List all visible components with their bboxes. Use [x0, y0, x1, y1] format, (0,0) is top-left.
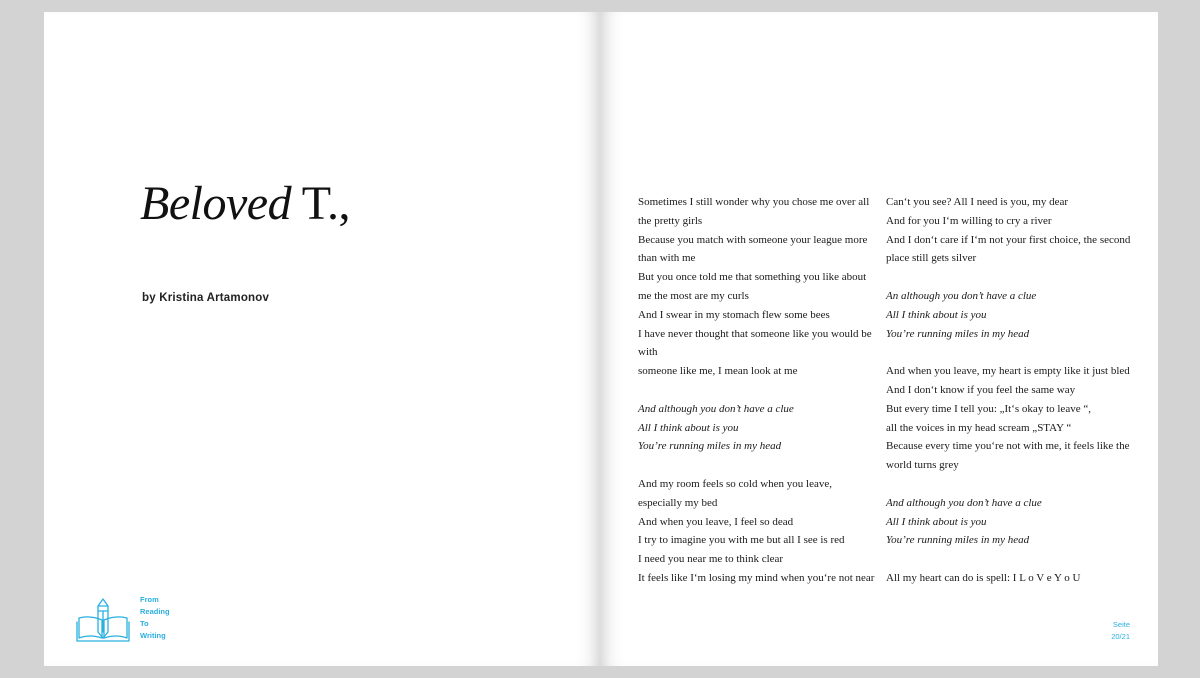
poem-line: Because every time you‘re not with me, it feels like the world turns grey	[886, 440, 1130, 472]
poem-line: But every time I tell you: „It‘s okay to leave “,	[886, 402, 1091, 415]
poem-line: I have never thought that someone like you would be with	[638, 327, 872, 359]
poem-line: And for you I‘m willing to cry a river	[886, 214, 1052, 227]
page-label: Seite	[1112, 620, 1130, 629]
author-byline: by Kristina Artamonov	[142, 292, 270, 304]
poem-line: I need you near me to think clear	[638, 553, 784, 566]
poem-line: all the voices in my head scream „STAY “	[886, 421, 1072, 434]
poem-title-italic: Beloved	[140, 177, 292, 230]
poem-line: But you once told me that something you like about me the most are my curls	[638, 271, 867, 302]
refrain-line: And although you don’t have a clue	[886, 496, 1042, 509]
poem-line: And when you leave, my heart is empty like it just bled	[886, 365, 1130, 378]
poem-line: Can‘t you see? All I need is you, my dear	[886, 196, 1069, 208]
left-page	[44, 12, 600, 666]
page-number-block	[1111, 619, 1130, 643]
refrain-line: All I think about is you	[638, 421, 739, 434]
poem-column-right	[886, 193, 1138, 588]
logo-line: From	[140, 595, 159, 604]
refrain-line: You’re running miles in my head	[886, 327, 1030, 340]
poem-line: And I swear in my stomach flew some bees	[638, 308, 830, 321]
poem-column-left	[638, 193, 878, 588]
poem-line: All my heart can do is spell: I L o V e Y o U	[886, 571, 1081, 584]
stanza-break	[886, 343, 1138, 362]
stanza-break	[886, 268, 1138, 287]
stanza-break	[886, 550, 1138, 569]
right-page	[600, 12, 1158, 666]
logo-line: Reading	[140, 607, 170, 616]
stanza-break	[886, 475, 1138, 494]
refrain-line: An although you don’t have a clue	[886, 289, 1037, 302]
poem-title-rest: T.,	[291, 177, 350, 230]
poem-line: And I don‘t care if I‘m not your first choice, the second place still gets silver	[886, 233, 1131, 265]
poem-title	[140, 176, 350, 231]
poem-line: Because you match with someone your league more than with me	[638, 233, 868, 265]
refrain-line: You’re running miles in my head	[886, 534, 1030, 547]
poem-line: And I don‘t know if you feel the same way	[886, 383, 1076, 396]
book-pencil-icon	[76, 596, 130, 642]
logo-line: Writing	[140, 631, 166, 640]
stanza-break	[638, 456, 878, 475]
poem-line: And when you leave, I feel so dead	[638, 515, 794, 528]
refrain-line: And although you don’t have a clue	[638, 402, 794, 415]
logo-line: To	[140, 619, 149, 628]
publisher-logo	[76, 596, 170, 642]
poem-line: Sometimes I still wonder why you chose me over all the pretty girls	[638, 196, 870, 227]
refrain-line: All I think about is you	[886, 515, 987, 528]
poem-line: someone like me, I mean look at me	[638, 365, 798, 378]
poem-line: especially my bed	[638, 496, 718, 509]
logo-text	[140, 594, 170, 642]
refrain-line: You’re running miles in my head	[638, 440, 782, 453]
stanza-break	[638, 381, 878, 400]
poem-line: I try to imagine you with me but all I see is red	[638, 534, 845, 547]
poem-line: It feels like I‘m losing my mind when you‘re not near	[638, 571, 875, 584]
page-number: 20/21	[1111, 632, 1130, 641]
poem-line: And my room feels so cold when you leave,	[638, 477, 832, 490]
refrain-line: All I think about is you	[886, 308, 987, 321]
